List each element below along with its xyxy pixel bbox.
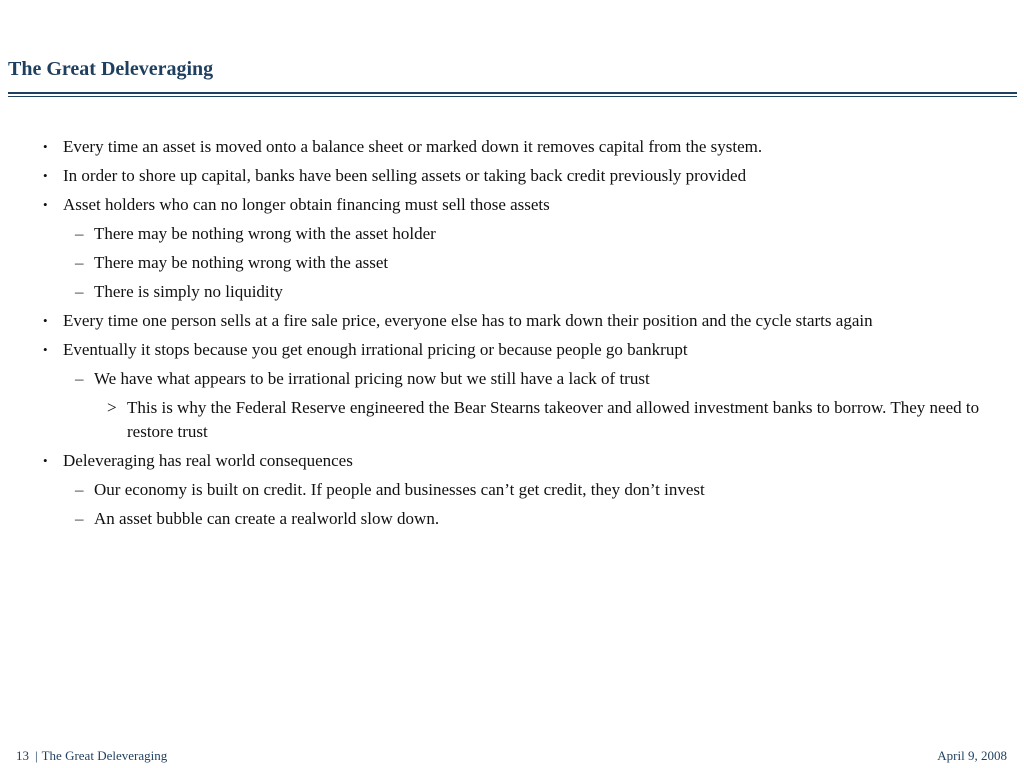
- bullet-marker: •: [43, 313, 48, 328]
- page-number: 13: [16, 748, 29, 763]
- bullet-marker: –: [75, 369, 84, 388]
- bullet-text: Eventually it stops because you get enough irrational pricing or because people go bankrupt: [63, 340, 688, 359]
- footer-section-title: The Great Deleveraging: [41, 748, 168, 763]
- bullet-text: Deleveraging has real world consequences: [63, 451, 353, 470]
- bullet-item-level-1: [0, 135, 1010, 159]
- bullet-text: An asset bubble can create a realworld slow down.: [94, 509, 440, 528]
- bullet-item-level-3: [0, 396, 1010, 444]
- title-divider-thin: [8, 96, 1017, 97]
- bullet-item-level-2: [0, 478, 1010, 502]
- bullet-item-level-2: [0, 251, 1010, 275]
- bullet-item-level-2: [0, 507, 1010, 531]
- bullet-marker: –: [75, 509, 84, 528]
- footer-date: April 9, 2008: [937, 748, 1007, 763]
- bullet-marker: •: [43, 453, 48, 468]
- bullet-text: Our economy is built on credit. If people and businesses can’t get credit, they don’t invest: [94, 480, 705, 499]
- bullet-text: In order to shore up capital, banks have been selling assets or taking back credit previously provided: [63, 166, 747, 185]
- bullet-text: This is why the Federal Reserve engineered the Bear Stearns takeover and allowed investment banks to borrow. They need to restore trust: [127, 398, 980, 441]
- bullet-marker: >: [107, 398, 117, 417]
- bullet-item-level-2: [0, 367, 1010, 391]
- title-divider: [8, 92, 1017, 94]
- bullet-text: There is simply no liquidity: [94, 282, 283, 301]
- bullet-item-level-1: [0, 338, 1010, 362]
- bullet-marker: –: [75, 253, 84, 272]
- bullet-marker: •: [43, 197, 48, 212]
- bullet-text: There may be nothing wrong with the asset: [94, 253, 389, 272]
- bullet-item-level-1: [0, 164, 1010, 188]
- bullet-item-level-1: [0, 309, 1010, 333]
- bullet-marker: •: [43, 139, 48, 154]
- bullet-text: We have what appears to be irrational pricing now but we still have a lack of trust: [94, 369, 650, 388]
- footer-separator: |: [35, 748, 38, 763]
- slide-title: The Great Deleveraging: [8, 58, 214, 80]
- bullet-item-level-2: [0, 280, 1010, 304]
- bullet-list: [0, 135, 1010, 536]
- bullet-item-level-2: [0, 222, 1010, 246]
- footer-left: [16, 748, 167, 764]
- bullet-text: Every time an asset is moved onto a balance sheet or marked down it removes capital from the system.: [63, 137, 763, 156]
- bullet-text: Asset holders who can no longer obtain financing must sell those assets: [63, 195, 550, 214]
- bullet-marker: •: [43, 168, 48, 183]
- bullet-marker: –: [75, 282, 84, 301]
- bullet-marker: –: [75, 224, 84, 243]
- bullet-text: Every time one person sells at a fire sale price, everyone else has to mark down their position and the cycle starts again: [63, 311, 873, 330]
- bullet-marker: •: [43, 342, 48, 357]
- bullet-text: There may be nothing wrong with the asset holder: [94, 224, 436, 243]
- bullet-item-level-1: [0, 449, 1010, 473]
- bullet-item-level-1: [0, 193, 1010, 217]
- bullet-marker: –: [75, 480, 84, 499]
